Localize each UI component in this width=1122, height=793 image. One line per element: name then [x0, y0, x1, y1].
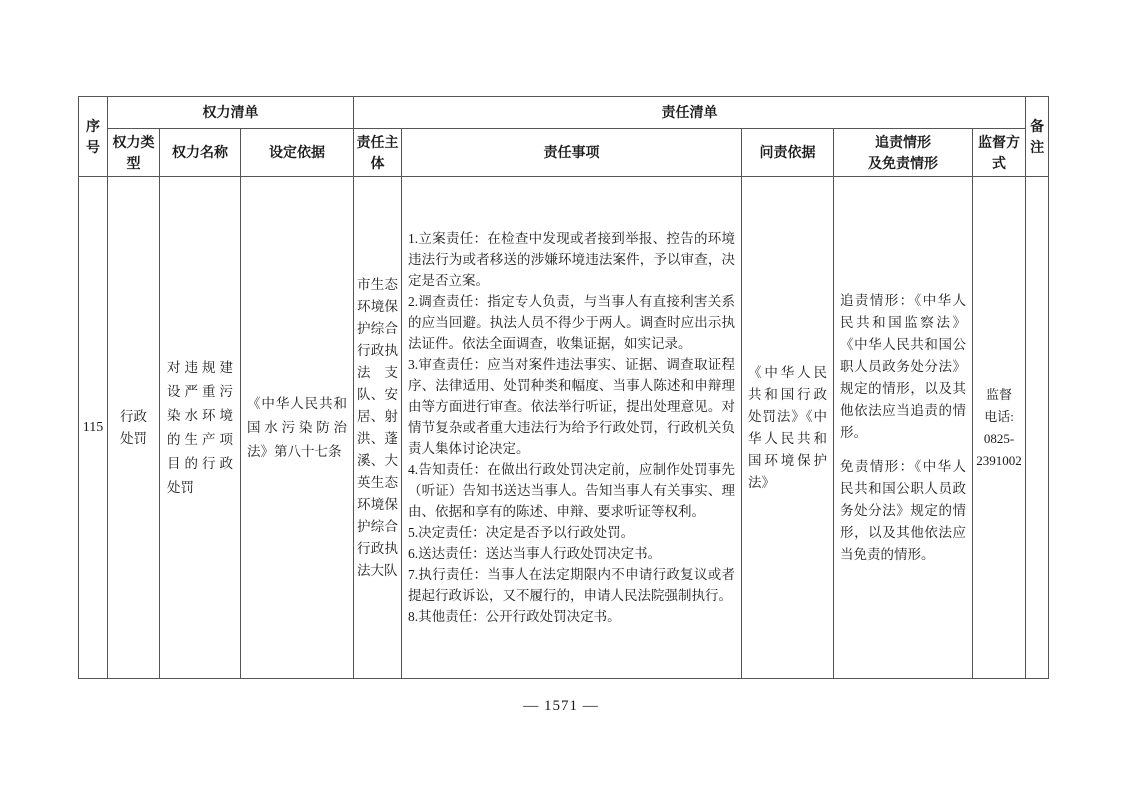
cell-supervision-method	[973, 177, 1026, 679]
header-accountability-basis: 问责依据	[742, 129, 834, 177]
responsibility-item-4: 4.告知责任：在做出行政处罚决定前，应制作处罚事先（听证）告知书送达当事人。告知当事人有关事实、理由、依据和享有的陈述、申辩、要求听证等权利。	[408, 462, 736, 519]
cell-serial-number: 115	[79, 177, 108, 679]
responsibility-item-5: 5.决定责任：决定是否予以行政处罚。	[408, 525, 635, 540]
header-accountability-line2: 及免责情形	[868, 154, 939, 171]
header-power-group: 权力清单	[108, 97, 354, 129]
header-responsibility-items: 责任事项	[402, 129, 742, 177]
header-power-name: 权力名称	[160, 129, 241, 177]
supervision-line-3: 0825-	[983, 430, 1015, 446]
cell-accountability-basis: 《中华人民共和国行政处罚法》《中华人民共和国环境保护法》	[742, 177, 834, 679]
header-accountability-situations	[834, 129, 973, 177]
header-remarks: 备注	[1026, 97, 1049, 177]
cell-power-name: 对违规建设严重污染水环境的生产项目的行政处罚	[160, 177, 241, 679]
header-responsibility-subject: 责任主体	[354, 129, 402, 177]
table-row	[79, 177, 1049, 679]
header-responsibility-group: 责任清单	[354, 97, 1026, 129]
supervision-line-1: 监督	[986, 386, 1013, 402]
cell-setting-basis: 《中华人民共和国水污染防治法》第八十七条	[241, 177, 354, 679]
table-header-row-2	[79, 129, 1049, 177]
responsibility-item-6: 6.送达责任：送达当事人行政处罚决定书。	[408, 546, 662, 561]
responsibility-item-1: 1.立案责任：在检查中发现或者接到举报、控告的环境违法行为或者移送的涉嫌环境违法案件，予以审查，决定是否立案。	[408, 231, 736, 288]
cell-responsibility-subject: 市生态环境保护综合行政执法支队、安居、射洪、蓬溪、大英生态环境保护综合行政执法大队	[354, 177, 402, 679]
cell-responsibility-items	[402, 177, 742, 679]
responsibility-item-2: 2.调查责任：指定专人负责，与当事人有直接利害关系的应当回避。执法人员不得少于两人。调查时应出示执法证件。依法全面调查，收集证据，如实记录。	[408, 294, 736, 351]
power-responsibility-table	[78, 96, 1049, 679]
responsibility-item-3: 3.审查责任：应当对案件违法事实、证据、调查取证程序、法律适用、处罚种类和幅度、当事人陈述和申辩理由等方面进行审查。依法举行听证，提出处理意见。对情节复杂或者重大违法行为给予行政处罚，行政机关负责人集体讨论决定。	[408, 357, 736, 456]
cell-accountability-situations	[834, 177, 973, 679]
responsibility-item-7: 7.执行责任：当事人在法定期限内不申请行政复议或者提起行政诉讼，又不履行的，申请人民法院强制执行。	[408, 567, 736, 603]
supervision-line-2: 电话:	[984, 408, 1014, 424]
header-power-type: 权力类型	[108, 129, 160, 177]
table-header-row-1	[79, 97, 1049, 129]
header-serial: 序号	[79, 97, 108, 177]
header-accountability-line1: 追责情形	[875, 133, 932, 150]
accountability-paragraph: 追责情形：《中华人民共和国监察法》《中华人民共和国公职人员政务处分法》规定的情形，以及其他依法应当追责的情形。	[840, 292, 967, 440]
cell-power-type: 行政处罚	[108, 177, 160, 679]
header-supervision-method: 监督方式	[973, 129, 1026, 177]
responsibility-item-8: 8.其他责任：公开行政处罚决定书。	[408, 609, 621, 624]
cell-remarks	[1026, 177, 1049, 679]
header-setting-basis: 设定依据	[241, 129, 354, 177]
page-number: — 1571 —	[523, 698, 599, 714]
supervision-line-4: 2391002	[976, 452, 1022, 468]
exemption-paragraph: 免责情形：《中华人民共和国公职人员政务处分法》规定的情形，以及其他依法应当免责的情形。	[840, 458, 967, 562]
